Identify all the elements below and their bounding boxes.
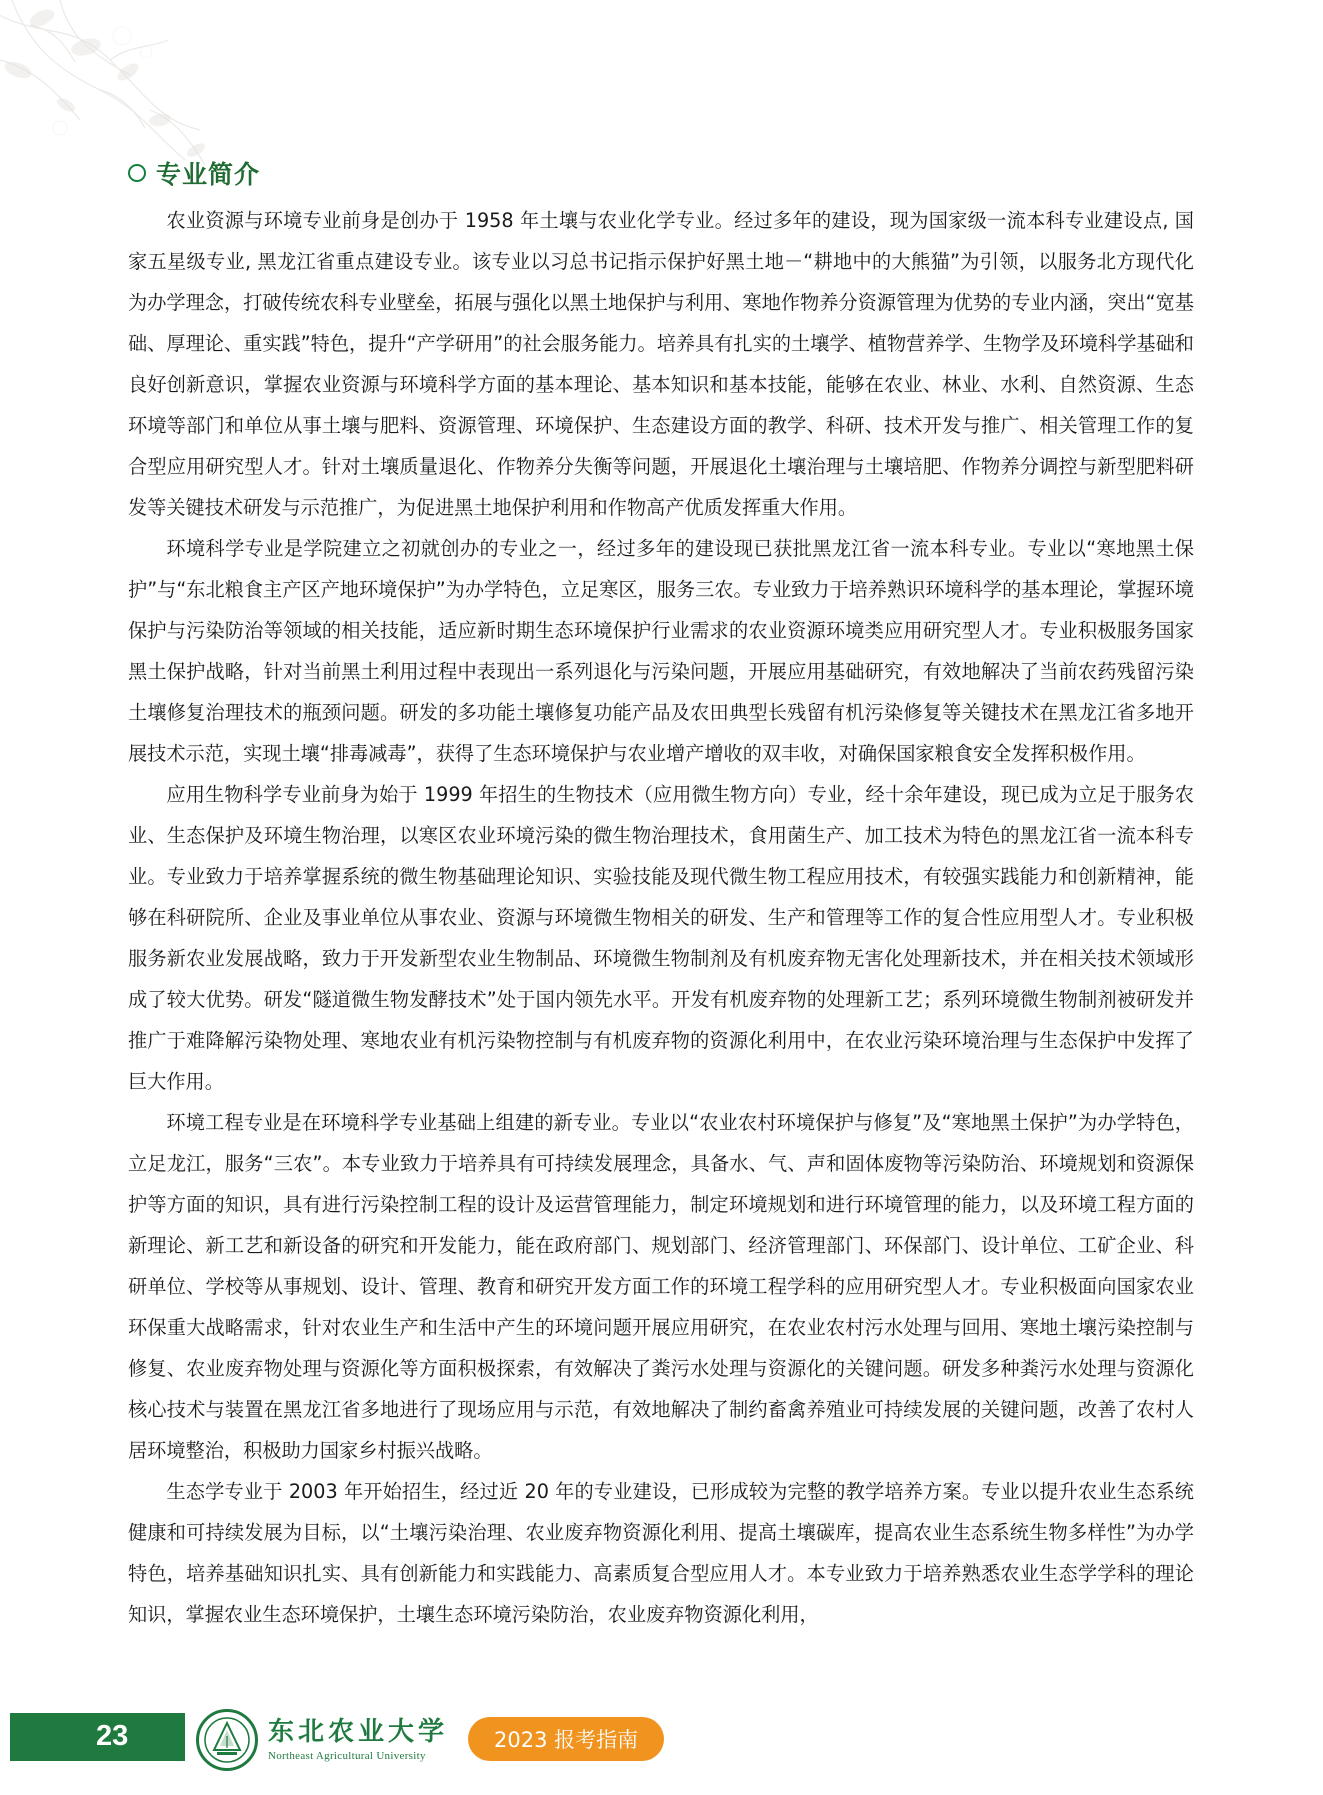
paragraph: 环境科学专业是学院建立之初就创办的专业之一，经过多年的建设现已获批黑龙江省一流本科专业。专业以“寒地黑土保护”与“东北粮食主产区产地环境保护”为办学特色，立足寒区，服务三农。专业致力于培养熟识环境科学的基本理论，掌握环境保护与污染防治等领域的相关技能，适应新时期生态环境保护行业需求的农业资源环境类应用研究型人才。专业积极服务国家黑土保护战略，针对当前黑土利用过程中表现出一系列退化与污染问题，开展应用基础研究，有效地解决了当前农药残留污染土壤修复治理技术的瓶颈问题。研发的多功能土壤修复功能产品及农田典型长残留有机污染修复等关键技术在黑龙江省多地开展技术示范，实现土壤“排毒减毒”，获得了生态环境保护与农业增产增收的双丰收，对确保国家粮食安全发挥积极作用。: [128, 537, 1194, 765]
body-text: [128, 200, 1194, 1635]
paragraph: 应用生物科学专业前身为始于 1999 年招生的生物技术（应用微生物方向）专业，经十余年建设，现已成为立足于服务农业、生态保护及环境生物治理，以寒区农业环境污染的微生物治理技术，食用菌生产、加工技术为特色的黑龙江省一流本科专业。专业致力于培养掌握系统的微生物基础理论知识、实验技能及现代微生物工程应用技术，有较强实践能力和创新精神，能够在科研院所、企业及事业单位从事农业、资源与环境微生物相关的研发、生产和管理等工作的复合性应用型人才。专业积极服务新农业发展战略，致力于开发新型农业生物制品、环境微生物制剂及有机废弃物无害化处理新技术，并在相关技术领域形成了较大优势。研发“隧道微生物发酵技术”处于国内领先水平。开发有机废弃物的处理新工艺；系列环境微生物制剂被研发并推广于难降解污染物处理、寒地农业有机污染物控制与有机废弃物的资源化利用中，在农业污染环境治理与生态保护中发挥了巨大作用。: [128, 783, 1194, 1093]
section-heading: [128, 155, 260, 191]
paragraph: 环境工程专业是在环境科学专业基础上组建的新专业。专业以“农业农村环境保护与修复”及“寒地黑土保护”为办学特色，立足龙江，服务“三农”。本专业致力于培养具有可持续发展理念，具备水、气、声和固体废物等污染防治、环境规划和资源保护等方面的知识，具有进行污染控制工程的设计及运营管理能力，制定环境规划和进行环境管理的能力，以及环境工程方面的新理论、新工艺和新设备的研究和开发能力，能在政府部门、规划部门、经济管理部门、环保部门、设计单位、工矿企业、科研单位、学校等从事规划、设计、管理、教育和研究开发方面工作的环境工程学科的应用研究型人才。专业积极面向国家农业环保重大战略需求，针对农业生产和生活中产生的环境问题开展应用研究，在农业农村污水处理与回用、寒地土壤污染控制与修复、农业废弃物处理与资源化等方面积极探索，有效解决了粪污水处理与资源化的关键问题。研发多种粪污水处理与资源化核心技术与装置在黑龙江省多地进行了现场应用与示范，有效地解决了制约畜禽养殖业可持续发展的关键问题，改善了农村人居环境整治，积极助力国家乡村振兴战略。: [128, 1111, 1194, 1462]
university-emblem-icon: [196, 1709, 258, 1771]
page-footer: [0, 1685, 1323, 1795]
paragraph: 生态学专业于 2003 年开始招生，经过近 20 年的专业建设，已形成较为完整的教学培养方案。专业以提升农业生态系统健康和可持续发展为目标，以“土壤污染治理、农业废弃物资源化利用、提高土壤碳库，提高农业生态系统生物多样性”为办学特色，培养基础知识扎实、具有创新能力和实践能力、高素质复合型应用人才。本专业致力于培养熟悉农业生态学学科的理论知识，掌握农业生态环境保护，土壤生态环境污染防治，农业废弃物资源化利用，: [128, 1480, 1194, 1626]
section-heading-label: 专业简介: [156, 160, 261, 189]
university-logo: [196, 1709, 448, 1771]
university-name-en: Northeast Agricultural University: [268, 1749, 426, 1762]
circle-marker-icon: [128, 164, 146, 182]
paragraph: 农业资源与环境专业前身是创办于 1958 年土壤与农业化学专业。经过多年的建设，现为国家级一流本科专业建设点, 国家五星级专业, 黑龙江省重点建设专业。该专业以习总书记指示保护好黑土地－“耕地中的大熊猫”为引领，以服务北方现代化为办学理念，打破传统农科专业壁垒，拓展与强化以黑土地保护与利用、寒地作物养分资源管理为优势的专业内涵，突出“宽基础、厚理论、重实践”特色，提升“产学研用”的社会服务能力。培养具有扎实的土壤学、植物营养学、生物学及环境科学基础和良好创新意识，掌握农业资源与环境科学方面的基本理论、基本知识和基本技能，能够在农业、林业、水利、自然资源、生态环境等部门和单位从事土壤与肥料、资源管理、环境保护、生态建设方面的教学、科研、技术开发与推广、相关管理工作的复合型应用研究型人才。针对土壤质量退化、作物养分失衡等问题，开展退化土壤治理与土壤培肥、作物养分调控与新型肥料研发等关键技术研发与示范推广，为促进黑土地保护利用和作物高产优质发挥重大作用。: [128, 209, 1194, 519]
page-number: 23: [96, 1720, 129, 1752]
guide-badge: 2023 报考指南: [468, 1717, 664, 1761]
university-name-block: [268, 1718, 448, 1762]
university-name-cn: 东北农业大学: [268, 1717, 449, 1748]
